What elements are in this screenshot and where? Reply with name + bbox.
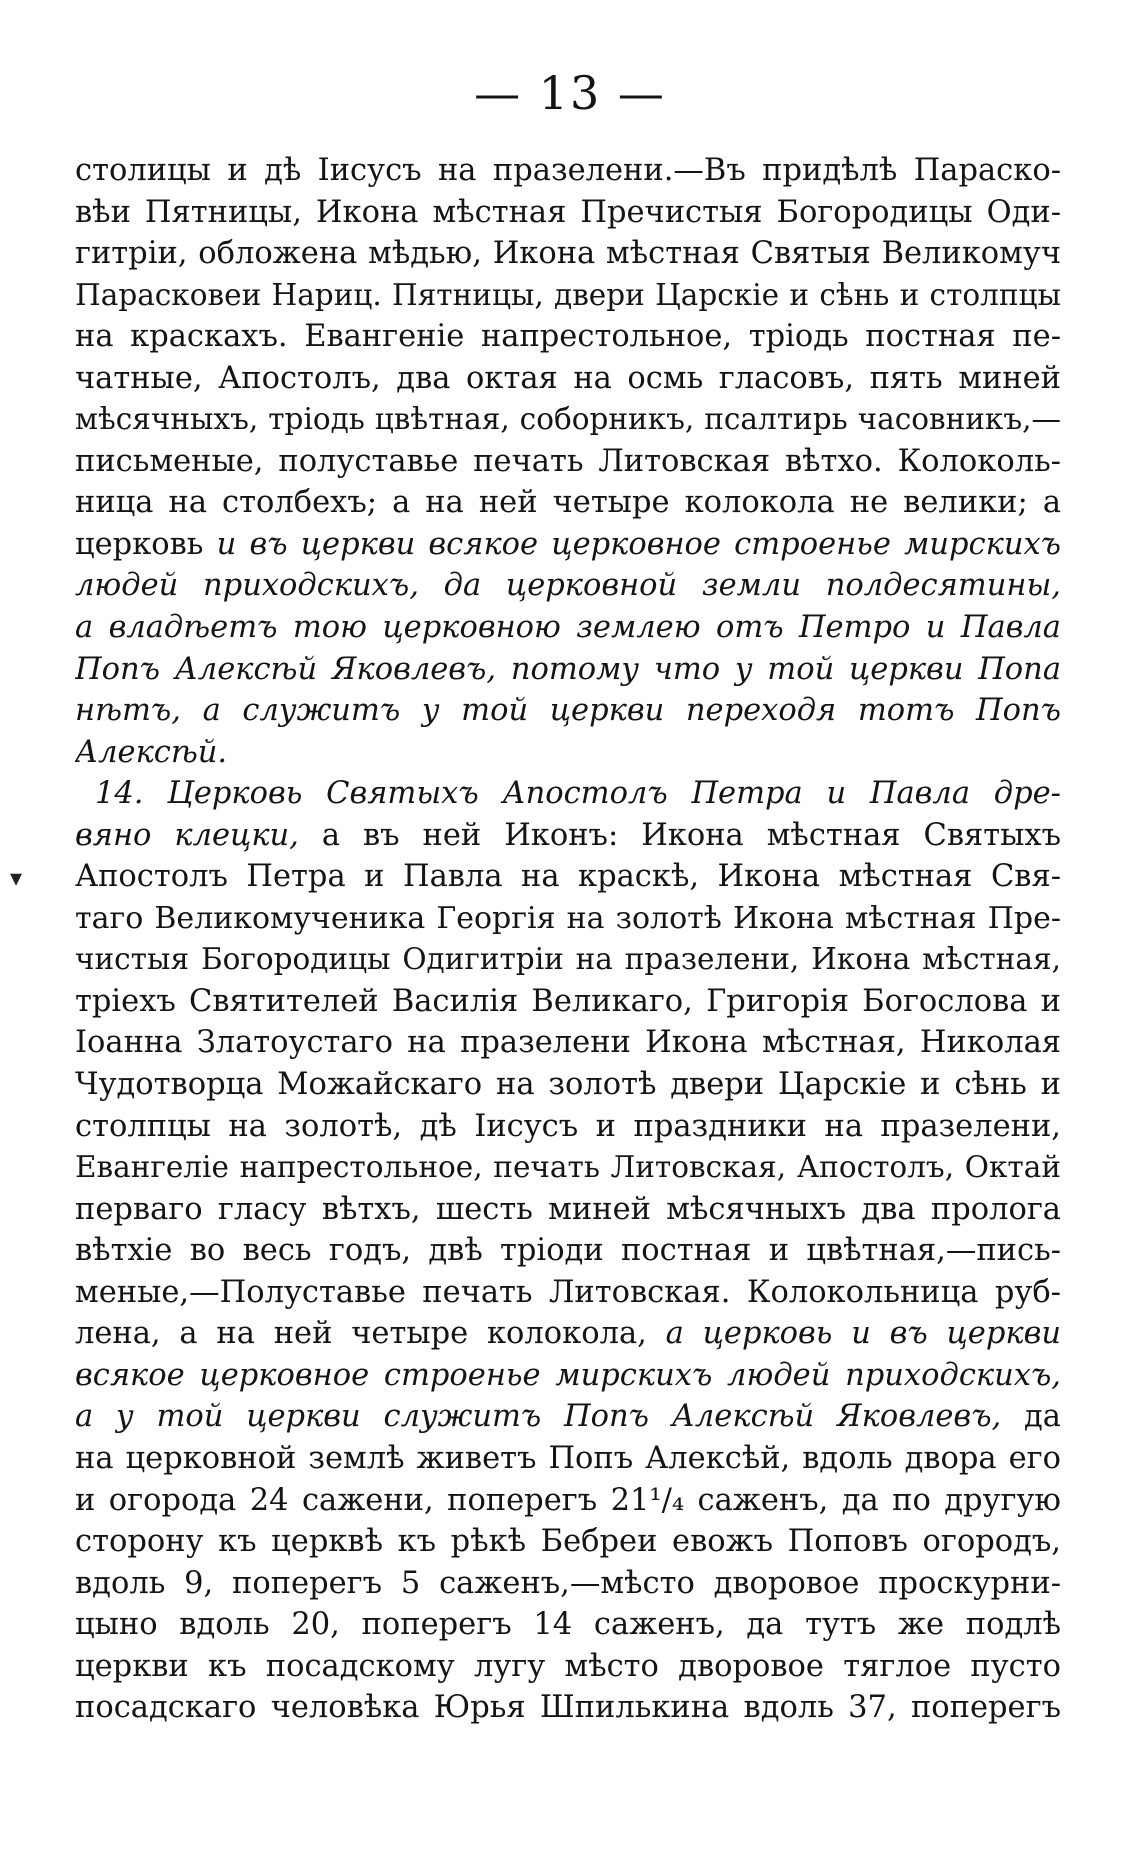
text-run: столицы и дѣ Іисусъ на празелени.—Въ придѣлѣ Параско- xyxy=(75,153,1061,188)
text-line xyxy=(75,1064,1061,1106)
text-line xyxy=(75,981,1061,1023)
text-run: да xyxy=(1001,1399,1061,1435)
text-line xyxy=(75,1106,1061,1148)
text-line xyxy=(75,1022,1061,1064)
text-line xyxy=(75,773,1061,815)
text-line xyxy=(75,1687,1061,1729)
text-line xyxy=(75,316,1061,358)
text-run: Чудотворца Можайскаго на золотѣ двери Царскіе и сѣнь и xyxy=(75,1067,1061,1103)
text-run: цыно вдоль 20, поперегъ 14 саженъ, да тутъ же подлѣ xyxy=(75,1607,1061,1643)
text-line xyxy=(75,192,1061,234)
text-line xyxy=(75,1230,1061,1272)
italic-text-run: вяно клецки, xyxy=(75,817,299,853)
text-run: тріехъ Святителей Василія Великаго, Григорія Богослова и xyxy=(75,983,1061,1019)
text-line xyxy=(75,1189,1061,1231)
text-line xyxy=(75,815,1061,857)
text-line xyxy=(75,1646,1061,1688)
text-line xyxy=(75,607,1061,649)
italic-text-run: а владѣетъ тою церковною землею отъ Петро и Павла xyxy=(75,610,1061,646)
text-run: мѣсячныхъ, тріодь цвѣтная, соборникъ, псалтирь часовникъ,— xyxy=(75,402,1061,437)
text-run: ница на столбехъ; а на ней четыре колокола не велики; а xyxy=(75,485,1061,521)
text-run: церкви къ посадскому лугу мѣсто дворовое тяглое пусто xyxy=(75,1648,1061,1684)
margin-mark: ▾ xyxy=(10,864,23,892)
text-line xyxy=(75,1147,1061,1189)
text-run: церковь xyxy=(75,526,217,562)
text-line xyxy=(75,358,1061,400)
text-line xyxy=(75,1396,1061,1438)
text-line xyxy=(75,1563,1061,1605)
italic-text-run: Алексѣй. xyxy=(75,734,228,770)
text-run: перваго гласу вѣтхъ, шесть миней мѣсячныхъ два пролога xyxy=(75,1191,1061,1227)
text-line xyxy=(75,1272,1061,1314)
text-run: письменые, полуставье печать Литовская вѣтхо. Колоколь- xyxy=(75,443,1061,479)
text-run: чатные, Апостолъ, два октая на осмь гласовъ, пять миней xyxy=(75,360,1061,396)
body-text xyxy=(75,150,1061,1729)
text-line xyxy=(75,856,1061,898)
text-run: лена, а на ней четыре колокола, xyxy=(75,1316,666,1352)
italic-text-run: 14. Церковь Святыхъ Апостолъ Петра и Павла дре- xyxy=(95,776,1061,812)
text-run: чистыя Богородицы Одигитріи на празелени, Икона мѣстная, xyxy=(75,942,1061,977)
text-run: сторону къ церквѣ къ рѣкѣ Бебреи евожъ Поповъ огородъ, xyxy=(75,1524,1061,1560)
text-run: на краскахъ. Евангеніе напрестольное, тріодь постная пе- xyxy=(75,319,1061,355)
text-run: вдоль 9, поперегъ 5 саженъ,—мѣсто дворовое проскурни- xyxy=(75,1565,1061,1601)
text-run: посадскаго человѣка Юрья Шпилькина вдоль 37, поперегъ xyxy=(75,1690,1061,1726)
text-run: таго Великомученика Георгія на золотѣ Икона мѣстная Пре- xyxy=(75,900,1061,936)
text-line xyxy=(75,1355,1061,1397)
text-line xyxy=(75,150,1061,192)
italic-text-run: всякое церковное строенье мирскихъ людей приходскихъ, xyxy=(75,1357,1061,1393)
text-run: Парасковеи Нариц. Пятницы, двери Царскіе и сѣнь и столпцы xyxy=(75,277,1061,312)
text-run: и огорода 24 сажени, поперегъ 21¹/₄ саженъ, да по другую xyxy=(75,1482,1061,1518)
text-run: вѣтхіе во весь годъ, двѣ тріоди постная и цвѣтная,—пись- xyxy=(75,1233,1061,1269)
text-line xyxy=(75,1521,1061,1563)
text-line xyxy=(75,1480,1061,1522)
italic-text-run: а у той церкви служитъ Попъ Алексѣй Яковлевъ, xyxy=(75,1399,1002,1435)
italic-text-run: людей приходскихъ, да церковной земли полдесятины, xyxy=(75,568,1061,604)
text-line xyxy=(75,939,1061,981)
text-line xyxy=(75,233,1061,275)
italic-text-run: а церковь и въ церкви xyxy=(665,1316,1061,1352)
text-run: вѣи Пятницы, Икона мѣстная Пречистыя Богородицы Оди- xyxy=(75,194,1061,230)
text-line xyxy=(75,898,1061,940)
text-run: гитріи, обложена мѣдью, Икона мѣстная Святыя Великомуч xyxy=(75,236,1061,272)
text-run: Евангеліе напрестольное, печать Литовская, Апостолъ, Октай xyxy=(75,1150,1061,1185)
text-run: Іоанна Златоустаго на празелени Икона мѣстная, Николая xyxy=(75,1025,1061,1061)
text-line xyxy=(75,482,1061,524)
text-run: столпцы на золотѣ, дѣ Іисусъ и праздники на празелени, xyxy=(75,1108,1061,1144)
text-line xyxy=(75,399,1061,441)
page-number: — 13 — xyxy=(474,66,666,120)
text-line xyxy=(75,1438,1061,1480)
text-line xyxy=(75,1313,1061,1355)
text-run: а въ ней Иконъ: Икона мѣстная Святыхъ xyxy=(298,817,1061,853)
text-line xyxy=(75,732,1061,774)
text-line xyxy=(75,1604,1061,1646)
text-run: меные,—Полуставье печать Литовская. Колокольница руб- xyxy=(75,1274,1061,1310)
italic-text-run: и въ церкви всякое церковное строенье мирскихъ xyxy=(216,526,1061,562)
italic-text-run: нѣтъ, а служитъ у той церкви переходя тотъ Попъ xyxy=(75,693,1061,729)
text-line xyxy=(75,565,1061,607)
text-run: на церковной землѣ живетъ Попъ Алексѣй, вдоль двора его xyxy=(75,1440,1061,1476)
text-line xyxy=(75,690,1061,732)
italic-text-run: Попъ Алексѣй Яковлевъ, потому что у той церкви Попа xyxy=(75,651,1061,687)
text-run: Апостолъ Петра и Павла на краскѣ, Икона мѣстная Свя- xyxy=(75,859,1061,895)
text-line xyxy=(75,524,1061,566)
text-line xyxy=(75,275,1061,317)
text-line xyxy=(75,441,1061,483)
text-line xyxy=(75,649,1061,691)
